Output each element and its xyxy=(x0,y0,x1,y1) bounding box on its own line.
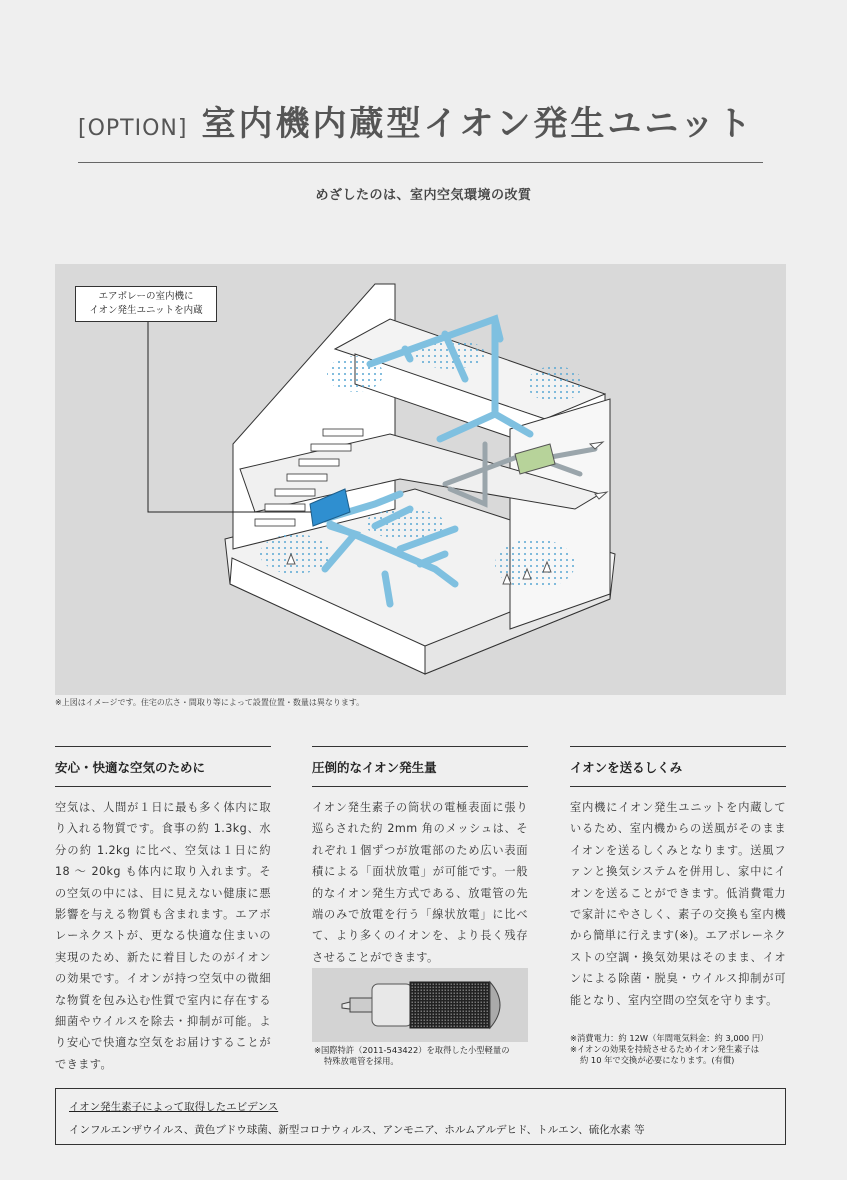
ion-cloud-lower-left xyxy=(260,534,330,574)
column-heading-rule xyxy=(312,786,528,787)
patent-note-line-2: 特殊放電管を採用。 xyxy=(324,1056,399,1066)
callout-line-2: イオン発生ユニットを内蔵 xyxy=(89,305,203,316)
ion-distribution-diagram xyxy=(55,264,786,695)
column-heading: 安心・快適な空気のために xyxy=(55,760,206,775)
column-ion-output xyxy=(312,746,528,968)
column-heading-rule xyxy=(55,786,271,787)
indoor-unit-callout xyxy=(75,286,217,322)
evidence-box xyxy=(55,1088,786,1145)
house-cutaway-illustration xyxy=(55,264,786,695)
column-heading: 圧倒的なイオン発生量 xyxy=(312,760,437,775)
patent-note-line-1: ※国際特許（2011-543422）を取得した小型軽量の xyxy=(314,1045,510,1055)
power-note-line-2: ※イオンの効果を持続させるためイオン発生素子は xyxy=(570,1044,759,1054)
power-note-line-3: 約 10 年で交換が必要になります。(有償) xyxy=(580,1055,735,1065)
callout-line-1: エアボレーの室内機に xyxy=(98,291,194,302)
column-body: イオン発生素子の筒状の電極表面に張り巡らされた約 2mm 角のメッシュは、それぞれ１個ずつが放電部のため広い表面積による「面状放電」が可能です。一般的なイオン発生方式である、放電管の先端のみで放電を行う「線状放電」に比べて、より多くのイオンを、より長く残存させることができます。 xyxy=(312,801,528,964)
page-title: 室内機内蔵型イオン発生ユニット xyxy=(201,104,755,144)
evidence-title: イオン発生素子によって取得したエビデンス xyxy=(69,1101,279,1113)
column-heading: イオンを送るしくみ xyxy=(570,760,683,775)
diagram-note: ※上図はイメージです。住宅の広さ・間取り等によって設置位置・数量は異なります。 xyxy=(55,698,365,707)
column-heading-rule xyxy=(570,786,786,787)
column-body: 室内機にイオン発生ユニットを内蔵しているため、室内機からの送風がそのままイオンを送るしくみとなります。送風ファンと換気システムを併用し、家中にイオンを送ることができます。低消費電力で家計にやさしく、素子の交換も室内機から簡単に行えます(※)。エアボレーネクストの空調・換気効果はそのまま、イオンによる除菌・脱臭・ウイルス抑制が可能となり、室内空間の空気を守ります。 xyxy=(570,801,786,1007)
column-delivery xyxy=(570,746,786,1011)
patent-note xyxy=(314,1045,530,1067)
power-note xyxy=(570,1033,790,1066)
option-tag: [OPTION] xyxy=(78,116,188,141)
power-note-line-1: ※消費電力：約 12W（年間電気料金：約 3,000 円） xyxy=(570,1033,769,1043)
title-divider xyxy=(78,162,763,163)
ion-cloud-upper-right xyxy=(527,366,583,402)
evidence-list: インフルエンザウイルス、黄色ブドウ球菌、新型コロナウィルス、アンモニア、ホルムアルデヒド、トルエン、硫化水素 等 xyxy=(69,1124,645,1136)
column-body: 空気は、人間が１日に最も多く体内に取り入れる物質です。食事の約 1.3kg、水分の約 1.2kg に比べ、空気は１日に約 18 〜 20kg も体内に取り入れます。その空気の中には、目に見えない健康に悪影響を与える物質も含まれます。エアボレーネクストが、更なる快適な住まいの実現のため、新たに着目したのがイオンの効果です。イオンが持つ空気中の微細な物質を包み込む性質で室内に存在する細菌やウイルスを除去・抑制が可能。より安心で快適な空気をお届けすることができます。 xyxy=(55,801,271,1071)
page-subtitle: めざしたのは、室内空気環境の改質 xyxy=(315,188,532,203)
discharge-tube-illustration xyxy=(312,968,528,1042)
column-safety xyxy=(55,746,271,1075)
discharge-tube-image xyxy=(312,968,528,1042)
title-row xyxy=(78,96,768,146)
